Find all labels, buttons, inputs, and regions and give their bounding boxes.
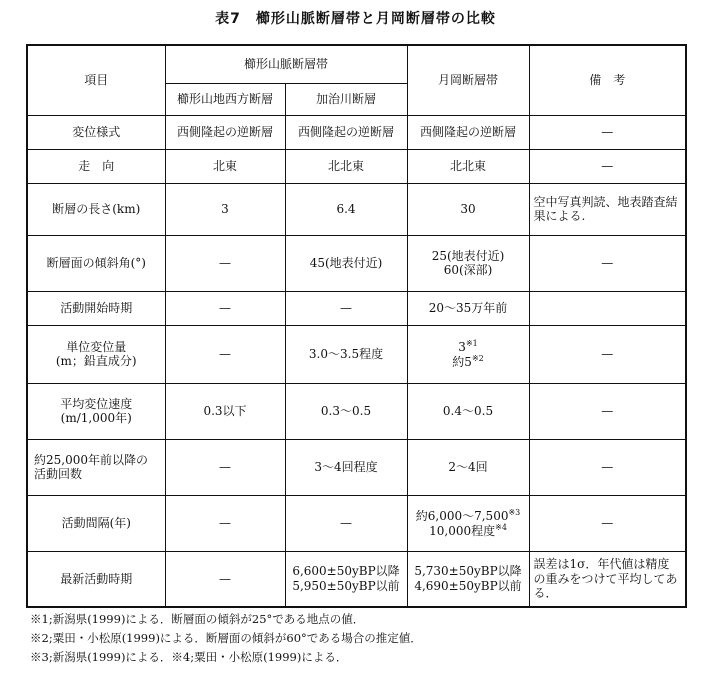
dip-deep: 60(深部) [443, 263, 493, 277]
footnote-3: ※3;新潟県(1999)による．※4;粟田・小松原(1999)による． [30, 650, 348, 664]
header-tsukioka: 月岡断層帯 [407, 45, 529, 115]
row-label: 活動開始時期 [27, 291, 165, 325]
remark-cell: 誤差は1σ．年代値は精度の重みをつけて平均してある． [529, 551, 686, 607]
table-cell: 北東 [165, 149, 285, 183]
row-label: 最新活動時期 [27, 551, 165, 607]
table-cell: — [165, 495, 285, 551]
row-label [27, 325, 165, 383]
table-title: 表7 櫛形山脈断層帯と月岡断層帯の比較 [215, 11, 496, 27]
footnote-mark: ※3 [508, 507, 521, 517]
dip-shallow: 25(地表付近) [431, 248, 505, 263]
row-label-main: 約25,000年前以降の [34, 452, 148, 467]
row-label-sub: (m；鉛直成分) [55, 354, 137, 368]
footnote-mark: ※4 [495, 523, 507, 532]
table-cell: — [285, 291, 407, 325]
unit-displacement-1: 3$^{※1}$ [458, 338, 478, 354]
table-row [27, 383, 686, 439]
latest-after: 5,730±50yBP以降 [414, 564, 522, 579]
footnote-2: ※2;粟田・小松原(1999)による．断層面の傾斜が60°である場合の推定値． [30, 631, 422, 645]
table-cell: 0.3〜0.5 [285, 383, 407, 439]
header-group-kushigata: 櫛形山脈断層帯 [165, 45, 407, 83]
table-cell: 西側隆起の逆断層 [165, 115, 285, 149]
table-cell: — [529, 235, 686, 291]
table-cell: 45(地表付近) [285, 235, 407, 291]
table-cell [407, 325, 529, 383]
table-row [27, 291, 686, 325]
remark-cell: 空中写真判読、地表踏査結果による. [529, 183, 686, 235]
table-cell: 0.3以下 [165, 383, 285, 439]
table-cell: 西側隆起の逆断層 [285, 115, 407, 149]
table-row [27, 149, 686, 183]
table-cell: — [285, 495, 407, 551]
table-cell: — [529, 115, 686, 149]
header-remarks: 備 考 [529, 45, 686, 115]
table-cell: 3〜4回程度 [285, 439, 407, 495]
table-cell [407, 495, 529, 551]
row-label-main: 単位変位量 [66, 339, 127, 354]
table-cell: 西側隆起の逆断層 [407, 115, 529, 149]
table-cell: — [529, 149, 686, 183]
table-cell: — [165, 325, 285, 383]
table-cell: — [165, 235, 285, 291]
table-cell: 北北東 [407, 149, 529, 183]
table-cell: — [165, 551, 285, 607]
header-row-1 [27, 45, 686, 83]
table-cell: — [529, 325, 686, 383]
table-row [27, 495, 686, 551]
table-cell: 0.4〜0.5 [407, 383, 529, 439]
table-cell: 6.4 [285, 183, 407, 235]
unit-displacement-2: 約5$^{※2}$ [452, 354, 484, 369]
table-row [27, 551, 686, 607]
table-cell [407, 551, 529, 607]
latest-before: 5,950±50yBP以前 [292, 578, 400, 593]
latest-before: 4,690±50yBP以前 [414, 578, 522, 593]
footnote-mark: ※2 [471, 354, 484, 363]
row-label: 走 向 [27, 149, 165, 183]
row-label-main: 平均変位速度 [60, 396, 133, 411]
footnote-mark: ※1 [465, 338, 478, 348]
table-row [27, 115, 686, 149]
table-cell: — [165, 439, 285, 495]
row-label: 断層面の傾斜角(°) [27, 235, 165, 291]
row-label: 活動間隔(年) [27, 495, 165, 551]
latest-after: 6,600±50yBP以降 [292, 564, 400, 579]
table-cell: 2〜4回 [407, 439, 529, 495]
table-cell [285, 551, 407, 607]
footnote-1: ※1;新潟県(1999)による．断層面の傾斜が25°である地点の値． [30, 612, 365, 626]
table-cell [407, 235, 529, 291]
table-row [27, 183, 686, 235]
interval-2: 10,000程度$^{※4}$ [429, 523, 507, 538]
table-row [27, 325, 686, 383]
table-cell [529, 291, 686, 325]
header-item: 項目 [27, 45, 165, 115]
table-cell: 北北東 [285, 149, 407, 183]
table-cell: 20〜35万年前 [407, 291, 529, 325]
table-cell: — [165, 291, 285, 325]
table-cell: 3.0〜3.5程度 [285, 325, 407, 383]
table-row [27, 439, 686, 495]
row-label: 変位様式 [27, 115, 165, 149]
footnotes [30, 610, 690, 667]
table-cell: 30 [407, 183, 529, 235]
row-label-sub: (m/1,000年) [60, 411, 132, 425]
table-cell: — [529, 495, 686, 551]
row-label [27, 383, 165, 439]
comparison-table [26, 44, 687, 608]
row-label-sub: 活動回数 [34, 467, 83, 481]
header-kushigata-west: 櫛形山地西方断層 [165, 83, 285, 115]
table-cell: — [529, 383, 686, 439]
header-kajikawa: 加治川断層 [285, 83, 407, 115]
interval-1: 約6,000〜7,500$^{※3}$ [415, 507, 521, 523]
table-cell: — [529, 439, 686, 495]
row-label: 断層の長さ(km) [27, 183, 165, 235]
row-label [27, 439, 165, 495]
table-row [27, 235, 686, 291]
table-cell: 3 [165, 183, 285, 235]
